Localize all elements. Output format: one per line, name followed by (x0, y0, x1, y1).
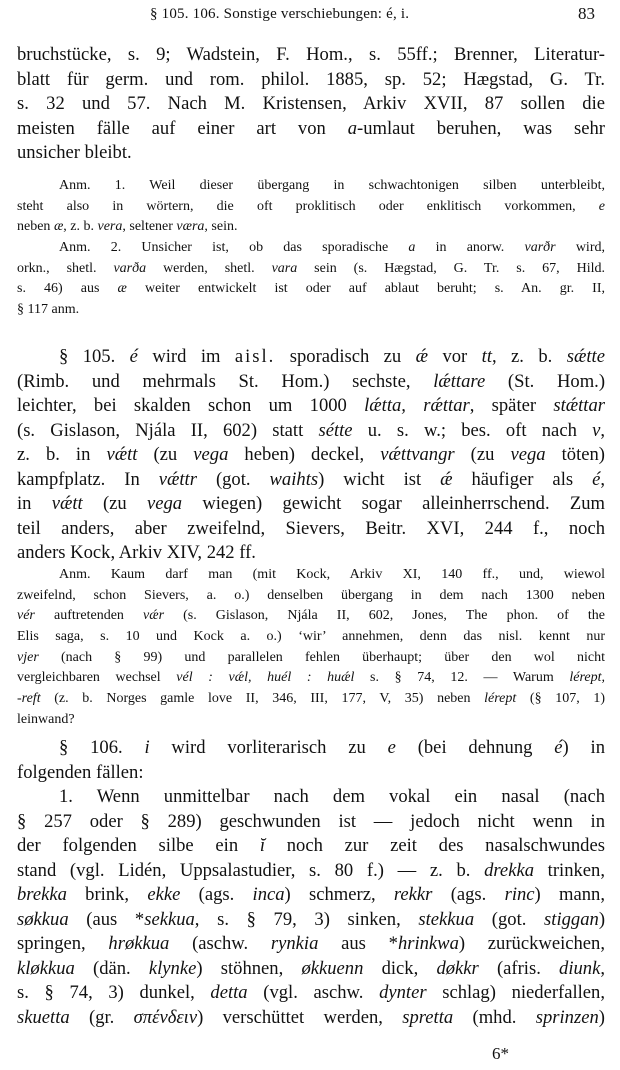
page-number: 83 (578, 4, 595, 23)
text-line (17, 279, 605, 300)
text-run: töten) (545, 444, 605, 465)
italic-word: æ (53, 219, 64, 235)
text-line (17, 468, 605, 493)
text-run: , später (469, 395, 554, 416)
text-line (17, 810, 605, 835)
text-run: (zu (454, 444, 511, 465)
text-run: , (600, 957, 605, 979)
text-run: stand (vgl. Lidén, Uppsalastudier, s. 80 f.) — z. b. (17, 859, 485, 881)
italic-word: kløkkua (17, 957, 75, 979)
text-line (17, 92, 605, 117)
text-run: (zu (82, 493, 147, 514)
text-line (17, 648, 605, 669)
italic-word: stǽttar (553, 395, 605, 416)
text-run: s. § 74, 12. — Warum (354, 670, 570, 686)
italic-word: lǽtta, rǽttar (364, 395, 470, 416)
text-line (17, 419, 605, 444)
text-run: (nach § 99) und parallelen fehlen überhaupt; über den wol nicht (38, 649, 605, 665)
text-line (17, 908, 605, 933)
section-105 (17, 345, 605, 566)
text-run: werden, shetl. (146, 260, 272, 276)
italic-word: vér (17, 608, 35, 624)
text-line (17, 443, 605, 468)
italic-word: v (592, 419, 601, 441)
text-run: , seltener (122, 219, 177, 235)
text-run: , z. b. (63, 219, 98, 235)
italic-word: hrøkkua (108, 933, 170, 954)
text-line (17, 606, 605, 627)
text-run: (got. (196, 468, 270, 490)
text-line (17, 736, 605, 761)
text-run: häufiger als (452, 468, 593, 490)
italic-word: væra (176, 219, 205, 235)
italic-word: detta (210, 982, 248, 1003)
italic-word: rinc (504, 884, 535, 905)
italic-word: økkuenn (301, 957, 364, 979)
section-106 (17, 736, 605, 1030)
text-run: (bei dehnung (395, 737, 555, 758)
text-run: § 106. (59, 737, 145, 758)
text-line (17, 43, 605, 68)
text-run: (ags. (432, 884, 505, 905)
text-line (17, 68, 605, 93)
italic-word: stekkua (418, 908, 475, 930)
text-run: aus * (318, 933, 398, 954)
text-run: Elis saga, s. 10 und Kock a. o.) ‘wir’ annehmen, denn das nisl. kennt nur (17, 629, 605, 645)
italic-word: vǽtt (51, 493, 83, 514)
italic-word: vega (510, 444, 546, 465)
text-run: wiegen) gewicht sogar alleinherrschend. Zum (182, 493, 605, 514)
italic-word: a (408, 240, 416, 255)
text-run: sein (s. Hægstad, G. Tr. s. 67, Hild. (297, 260, 605, 276)
text-run: wird vorliterarisch zu (149, 737, 388, 758)
text-run: schlag) niederfallen, (426, 982, 605, 1003)
text-run: wird, (555, 240, 605, 255)
text-run: (§ 107, 1) (516, 691, 605, 707)
anm-2 (17, 238, 605, 321)
anm-1 (17, 176, 605, 238)
text-run: (got. (474, 908, 545, 930)
text-run: leichter, bei skalden schon um 1000 (17, 395, 365, 416)
continuation-paragraph (17, 43, 605, 166)
text-run: (Rimb. und mehrmals St. Hom.) sechste, (17, 370, 434, 392)
italic-word: lǽttare (433, 370, 486, 392)
italic-word: ǽ (415, 346, 429, 367)
text-run: (aus * (68, 908, 145, 930)
text-run: u. s. w.; bes. oft nach (352, 419, 593, 441)
text-run: heben) deckel, (228, 444, 381, 465)
text-line (17, 834, 605, 859)
italic-word: skuetta (17, 1006, 70, 1028)
italic-word: vara (271, 260, 298, 276)
text-line (17, 957, 605, 982)
text-run: anders Kock, Arkiv XIV, 242 ff. (17, 542, 256, 563)
italic-word: é (592, 468, 601, 490)
text-run: (aschw. (169, 933, 271, 954)
text-line (17, 627, 605, 648)
text-run: § 257 oder § 289) geschwunden ist — jedoch nicht wenn in (17, 810, 605, 832)
italic-word: vǽttr (158, 468, 197, 490)
text-run: neben (17, 219, 54, 235)
text-run: ) wicht ist (318, 468, 441, 490)
text-line (17, 932, 605, 957)
text-run: vergleichbaren wechsel (17, 670, 177, 686)
running-title: § 105. 106. Sonstige verschiebungen: é, i. (150, 6, 410, 22)
text-run: (vgl. aschw. (247, 982, 380, 1003)
text-run: 1. Wenn unmittelbar nach dem vokal ein nasal (nach (59, 786, 605, 807)
text-line (17, 668, 605, 689)
text-run: (dän. (74, 957, 149, 979)
text-run: , z. b. (492, 346, 567, 367)
italic-word: sétte (318, 419, 353, 441)
text-run: s. § 74, 3) dunkel, (17, 982, 211, 1003)
italic-word: vél : vǽl, huél : huǽl (176, 670, 355, 686)
text-line (17, 883, 605, 908)
italic-word: drekka (484, 859, 534, 881)
text-line (17, 541, 605, 566)
text-line (17, 300, 605, 321)
italic-word: σπένδειν (133, 1006, 198, 1028)
italic-word: lérept, (569, 670, 605, 686)
text-line (17, 117, 605, 142)
text-run: ) zurückweichen, (458, 933, 605, 954)
italic-word: lérept (484, 691, 517, 707)
text-run: s. 46) aus (17, 281, 118, 297)
text-run: ) schmerz, (284, 884, 394, 905)
italic-word: ĭ (259, 835, 266, 856)
text-run: s. 32 und 57. Nach M. Kristensen, Arkiv XVII, 87 sollen die (17, 93, 605, 114)
text-run: ) in (562, 737, 605, 758)
italic-word: stiggan (544, 908, 599, 930)
text-run: (z. b. Norges gamle love II, 346, III, 177, V, 35) neben (40, 691, 485, 707)
italic-word: a (347, 117, 358, 139)
text-run: in (17, 493, 52, 514)
text-line (17, 1006, 605, 1031)
text-run: -umlaut beruhen, was sehr (357, 117, 605, 139)
italic-word: vǽttvangr (380, 444, 455, 465)
text-run: brink, (66, 884, 148, 905)
text-run: , s. § 79, 3) sinken, (194, 908, 419, 930)
text-run: (afris. (478, 957, 560, 979)
italic-word: ekke (147, 884, 181, 905)
text-run: blatt für germ. und rom. philol. 1885, sp. 52; Hægstad, G. Tr. (17, 68, 605, 90)
text-line (17, 238, 605, 259)
text-run: noch zur zeit des nasalschwundes (265, 835, 605, 856)
italic-word: ǽ (440, 468, 453, 490)
text-run: § 105. (59, 346, 130, 367)
italic-word: é (554, 737, 563, 758)
text-run: teil anders, aber zweifelnd, Sievers, Beitr. XVI, 244 f., noch (17, 517, 605, 539)
italic-word: varða (113, 260, 147, 276)
text-line (17, 689, 605, 710)
text-line (17, 176, 605, 197)
text-run: , (600, 419, 605, 441)
text-line (17, 859, 605, 884)
text-line (17, 565, 605, 586)
italic-word: vega (146, 493, 183, 514)
text-run: springen, (17, 933, 109, 954)
signature-mark: 6* (492, 1044, 509, 1063)
text-line (17, 197, 605, 218)
italic-word: varðr (524, 240, 556, 255)
text-run: kampfplatz. In (17, 468, 159, 490)
text-line (17, 981, 605, 1006)
italic-word: brekka (17, 884, 67, 905)
text-run: weiter entwickelt ist oder auf ablaut beruht; s. An. gr. II, (126, 281, 605, 297)
text-run: , sein. (204, 219, 238, 235)
text-line (17, 141, 605, 166)
italic-word: døkkr (436, 957, 479, 979)
text-run: in anorw. (415, 240, 525, 255)
text-line (17, 217, 605, 238)
text-run: § 117 anm. (17, 302, 80, 318)
text-run: ) (598, 908, 605, 930)
text-line (17, 785, 605, 810)
text-run: Anm. 1. Weil dieser übergang in schwachtonigen silben unterbleibt, (59, 178, 605, 193)
text-run: vor (428, 346, 482, 367)
text-run: meisten fälle auf einer art von (17, 117, 348, 139)
italic-word: -reft (17, 691, 41, 707)
text-line (17, 492, 605, 517)
text-run: leinwand? (17, 711, 75, 727)
text-run: dick, (363, 957, 437, 979)
italic-word: vǽtt (106, 444, 138, 465)
italic-word: e (598, 198, 605, 214)
text-line (17, 761, 605, 786)
text-run: (s. Gislason, Njála II, 602) statt (17, 419, 319, 441)
text-run: , (600, 468, 605, 490)
italic-word: dynter (379, 982, 427, 1003)
text-run: trinken, (534, 859, 605, 881)
text-run: bruchstücke, s. 9; Wadstein, F. Hom., s. 55ff.; Brenner, Literatur- (17, 44, 605, 65)
text-run: ) mann, (534, 884, 605, 905)
text-line (17, 259, 605, 280)
text-line (17, 394, 605, 419)
italic-word: waihts (269, 468, 319, 490)
italic-word: æ (117, 281, 127, 297)
text-run: (s. Gislason, Njála II, 602, Jones, The phon. of the (164, 608, 605, 624)
text-run: sporadisch zu (275, 346, 416, 367)
text-run: orkn., shetl. (17, 260, 114, 276)
text-run: wird im (137, 346, 235, 367)
text-run: der folgenden silbe ein (17, 835, 260, 856)
text-line (17, 345, 605, 370)
text-run: (ags. (180, 884, 253, 905)
italic-word: vera (97, 219, 123, 235)
italic-word: sekkua (144, 908, 195, 930)
italic-word: e (387, 737, 396, 758)
italic-word: rynkia (270, 933, 319, 954)
text-run: (mhd. (453, 1006, 536, 1028)
italic-word: spretta (402, 1006, 454, 1028)
text-run: folgenden fällen: (17, 761, 144, 783)
text-run: ) verschüttet werden, (197, 1006, 403, 1028)
italic-word: klynke (148, 957, 197, 979)
anm-105 (17, 565, 605, 731)
italic-word: inca (252, 884, 285, 905)
text-line (17, 517, 605, 542)
text-run: (St. Hom.) (485, 370, 605, 392)
italic-word: hrinkwa (397, 933, 459, 954)
text-run: z. b. in (17, 444, 107, 465)
text-run: steht also in wörtern, die oft proklitisch oder enklitisch vorkommen, (17, 198, 599, 214)
text-run: Anm. Kaum darf man (mit Kock, Arkiv XI, 140 ff., und, wiewol (59, 567, 605, 582)
italic-word: vjer (17, 649, 39, 665)
italic-word: sǽtte (566, 346, 605, 367)
italic-word: vega (193, 444, 229, 465)
text-line (17, 710, 605, 731)
text-run: ) stöhnen, (196, 957, 302, 979)
spaced-word: aisl. (234, 346, 276, 367)
italic-word: rekkr (393, 884, 433, 905)
text-run: Anm. 2. Unsicher ist, ob das sporadische (59, 240, 409, 255)
italic-word: i (144, 737, 150, 758)
text-run: ) (598, 1006, 605, 1028)
italic-word: søkkua (17, 908, 69, 930)
italic-word: é (129, 346, 138, 367)
text-run: (gr. (69, 1006, 134, 1028)
text-line (17, 586, 605, 607)
running-header (0, 3, 620, 27)
text-run: unsicher bleibt. (17, 142, 132, 163)
text-run: zweifelnd, schon Sievers, a. o.) denselben übergang in dem nach 1300 neben (17, 587, 605, 603)
italic-word: sprinzen (535, 1006, 599, 1028)
italic-word: vǽr (143, 608, 165, 624)
text-run: auftretenden (34, 608, 144, 624)
italic-word: tt (481, 346, 492, 367)
text-line (17, 370, 605, 395)
italic-word: diunk (559, 957, 601, 979)
text-run: (zu (137, 444, 194, 465)
